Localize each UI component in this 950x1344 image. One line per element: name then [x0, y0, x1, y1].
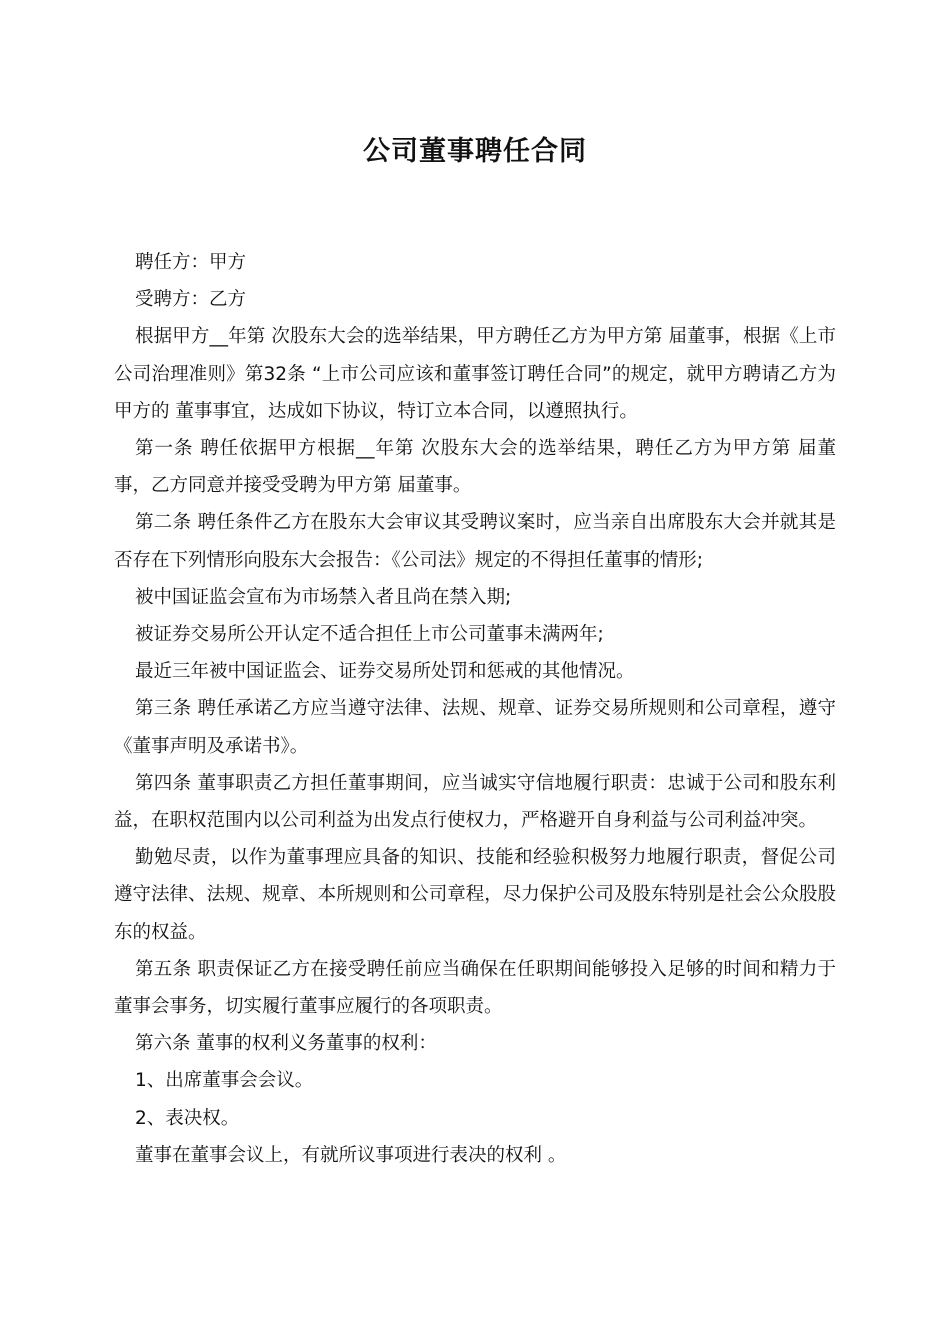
paragraph-right-1: 1、出席董事会会议。	[135, 1070, 314, 1092]
paragraph-preamble: 根据甲方__年第 次股东大会的选举结果，甲方聘任乙方为甲方第 届董事，根据《上市公司治理准则》第32条 “上市公司应该和董事签订聘任合同”的规定，就甲方聘请乙方为甲方的 董事事宜，达成如下协议，特订立本合同，以遵照执行。	[114, 326, 836, 422]
paragraph-right-2: 2、表决权。	[135, 1107, 240, 1129]
paragraph-article-6: 第六条 董事的权利义务董事的权利：	[135, 1033, 437, 1055]
paragraph-diligence: 勤勉尽责，以作为董事理应具备的知识、技能和经验积极努力地履行职责，督促公司遵守法律、法规、规章、本所规则和公司章程，尽力保护公司及股东特别是社会公众股股东的权益。	[114, 847, 836, 943]
paragraph-article-5: 第五条 职责保证乙方在接受聘任前应当确保在任职期间能够投入足够的时间和精力于董事会事务，切实履行董事应履行的各项职责。	[114, 958, 836, 1018]
paragraph-article-1: 第一条 聘任依据甲方根据__年第 次股东大会的选举结果，聘任乙方为甲方第 届董事，乙方同意并接受受聘为甲方第 届董事。	[114, 438, 836, 497]
paragraph-article-4: 第四条 董事职责乙方担任董事期间，应当诚实守信地履行职责：忠诚于公司和股东利益，在职权范围内以公司利益为出发点行使权力，严格避开自身利益与公司利益冲突。	[114, 772, 836, 832]
paragraph-voting: 董事在董事会议上，有就所议事项进行表决的权利 。	[135, 1144, 567, 1166]
document-body	[114, 244, 836, 1174]
paragraph-condition-3: 最近三年被中国证监会、证券交易所处罚和惩戒的其他情况。	[135, 661, 635, 683]
paragraph-condition-1: 被中国证监会宣布为市场禁入者且尚在禁入期;	[135, 586, 512, 608]
paragraph-employee: 受聘方：乙方	[135, 289, 247, 311]
paragraph-employer: 聘任方：甲方	[135, 252, 247, 273]
paragraph-condition-2: 被证券交易所公开认定不适合担任上市公司董事未满两年;	[135, 624, 604, 646]
paragraph-article-3: 第三条 聘任承诺乙方应当遵守法律、法规、规章、证券交易所规则和公司章程，遵守《董事声明及承诺书》。	[114, 698, 836, 757]
document-title: 公司董事聘任合同	[363, 136, 587, 167]
paragraph-article-2: 第二条 聘任条件乙方在股东大会审议其受聘议案时，应当亲自出席股东大会并就其是否存在下列情形向股东大会报告：《公司法》规定的不得担任董事的情形;	[114, 512, 836, 571]
